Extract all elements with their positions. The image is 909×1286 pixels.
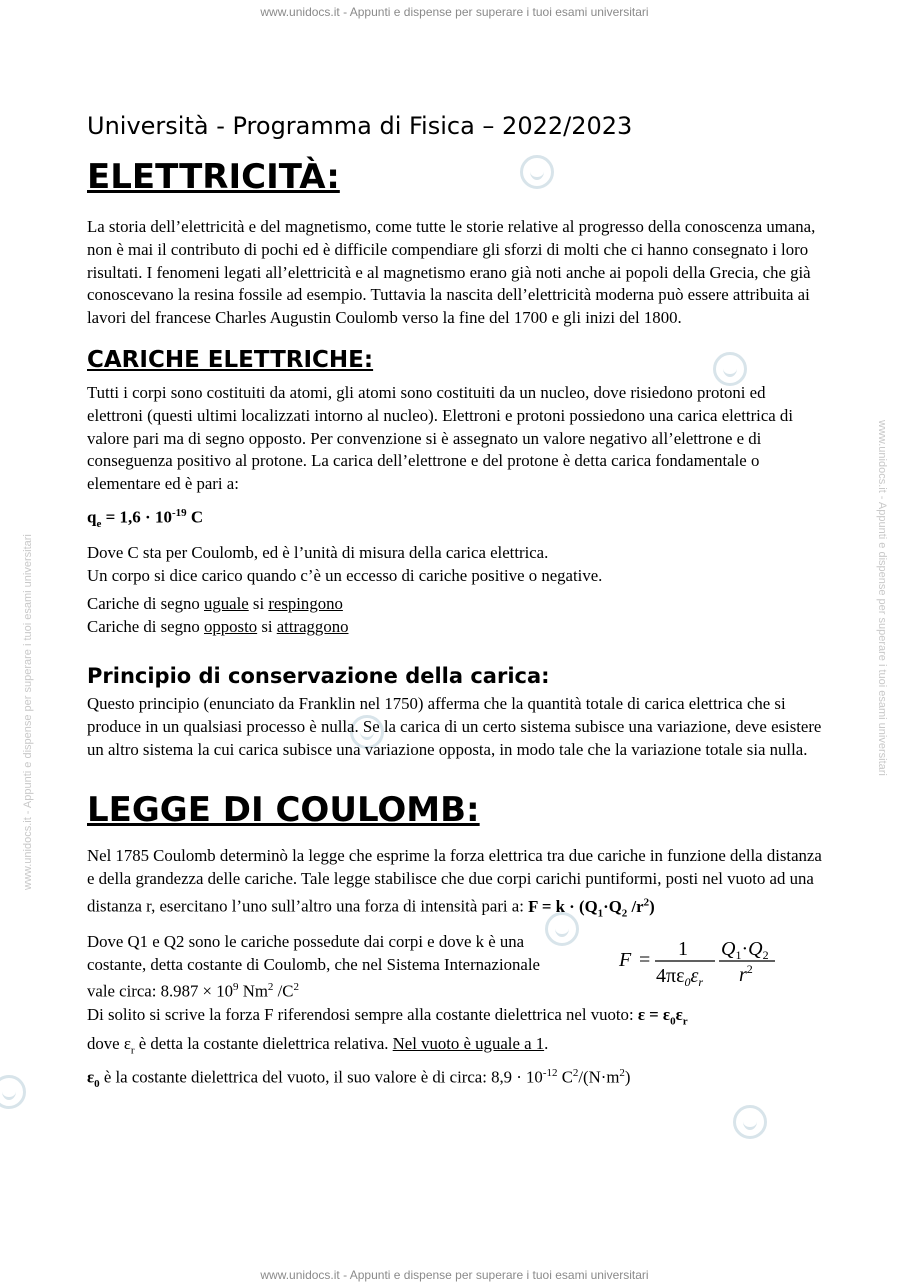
document-header: Università - Programma di Fisica – 2022/2023 <box>87 112 633 140</box>
paragraph-relative: dove $\varepsilon_r$ è detta la costante dielettrica relativa. Nel vuoto è uguale a 1. <box>87 1033 549 1057</box>
formula-num1: 1 <box>678 937 688 960</box>
formula-num2: $Q_1\cdot Q_2$ <box>721 937 769 962</box>
coulomb-unit-line: Dove C sta per Coulomb, ed è l’unità di misura della carica elettrica. <box>87 542 549 562</box>
document-body <box>87 108 822 1096</box>
rule-same-sign: Cariche di segno uguale si respingono <box>87 594 343 614</box>
formula-equals: = <box>639 948 651 971</box>
unidocs-logo-icon <box>0 1075 26 1109</box>
watermark-right: www.unidocs.it - Appunti e dispense per superare i tuoi esami universitari <box>876 420 888 776</box>
section-title-conservazione: Principio di conservazione della carica: <box>87 664 550 688</box>
formula-lhs: F <box>619 948 632 971</box>
paragraph-vacuum: $\varepsilon_0$ è la costante dielettrica del vuoto, il suo valore è di circa: $8,9 \cdot 10^{-12}$ $C^2/(N\cdot m^2)$ <box>87 1067 631 1090</box>
unidocs-logo-icon <box>733 1105 767 1139</box>
coulomb-constant-block <box>87 931 822 1004</box>
watermark-left: www.unidocs.it - Appunti e dispense per superare i tuoi esami universitari <box>22 534 34 890</box>
coulomb-formula <box>615 933 805 989</box>
rule-opposite-sign: Cariche di segno opposto si attraggono <box>87 617 349 637</box>
watermark-bottom: www.unidocs.it - Appunti e dispense per superare i tuoi esami universitari <box>260 1268 649 1282</box>
charged-body-line: Un corpo si dice carico quando c’è un eccesso di cariche positive o negative. <box>87 565 603 585</box>
paragraph-coulomb-law: Nel 1785 Coulomb determinò la legge che esprime la forza elettrica tra due cariche in funzione della distanza e della grandezza delle cariche. Tale legge stabilisce che due corpi carichi puntiformi, posti nel vuoto ad una distanza r, esercitano l’uno sull’altro una forza di intensità pari a: $F = k \cdot (Q_1\cdot Q_2$ $/r^2$) <box>87 846 822 919</box>
paragraph-dielectric: Di solito si scrive la forza F riferendosi sempre alla costante dielettrica nel vuoto: $\varepsilon = \varepsilon_0\varepsilon_r$ <box>87 1004 688 1028</box>
section-title-cariche: CARICHE ELETTRICHE: <box>87 346 374 373</box>
paragraph-constant: Dove Q1 e Q2 sono le cariche possedute dai corpi e dove k è una costante, detta costante di Coulomb, che nel Sistema Internazionale vale circa: $8.987 \times 10^9$ Nm$^2$ $/C^2$ <box>87 931 540 1001</box>
section-title-elettricita: ELETTRICITÀ: <box>87 157 340 197</box>
paragraph-conservation: Questo principio (enunciato da Franklin nel 1750) afferma che la quantità totale di carica elettrica che si produce in un qualsiasi processo è nulla. Se la carica di un certo sistema subisce una variazione, deve esistere un altro sistema la cui carica subisce una variazione opposta, in modo tale che la variazione totale sia nulla. <box>87 694 822 759</box>
formula-den2: $r^2$ <box>739 961 753 986</box>
paragraph-atoms: Tutti i corpi sono costituiti da atomi, gli atomi sono costituiti da un nucleo, dove risiedono protoni ed elettroni (questi ultimi localizzati intorno al nucleo). Elettroni e protoni possiedono una carica elettrica di valore pari ma di segno opposto. Per convenzione si è assegnato un valore negativo all’elettrone e di conseguenza positivo al protone. La carica dell’elettrone e del protone è detta carica fondamentale o elementare ed è pari a: <box>87 382 793 494</box>
watermark-top: www.unidocs.it - Appunti e dispense per superare i tuoi esami universitari <box>260 5 649 19</box>
section-title-coulomb: LEGGE DI COULOMB: <box>87 790 480 831</box>
paragraph-history: La storia dell’elettricità e del magnetismo, come tutte le storie relative al progresso della conoscenza umana, non è mai il contributo di pochi ed è difficile compendiare gli sforzi di molti che ci hanno consegnato i loro risultati. I fenomeni legati all’elettricità e al magnetismo erano già noti anche ai popoli della Grecia, che già conoscevano la resina fossile ad esempio. Tuttavia la nascita dell’elettricità moderna può essere attribuita ai lavori del francese Charles Augustin Coulomb verso la fine del 1700 e gli inizi del 1800. <box>87 217 816 328</box>
formula-den1: $4\pi\varepsilon_0\varepsilon_r$ <box>656 964 704 989</box>
charge-formula: $q_e = 1,6 \cdot 10^{-19}$ C <box>87 506 204 531</box>
